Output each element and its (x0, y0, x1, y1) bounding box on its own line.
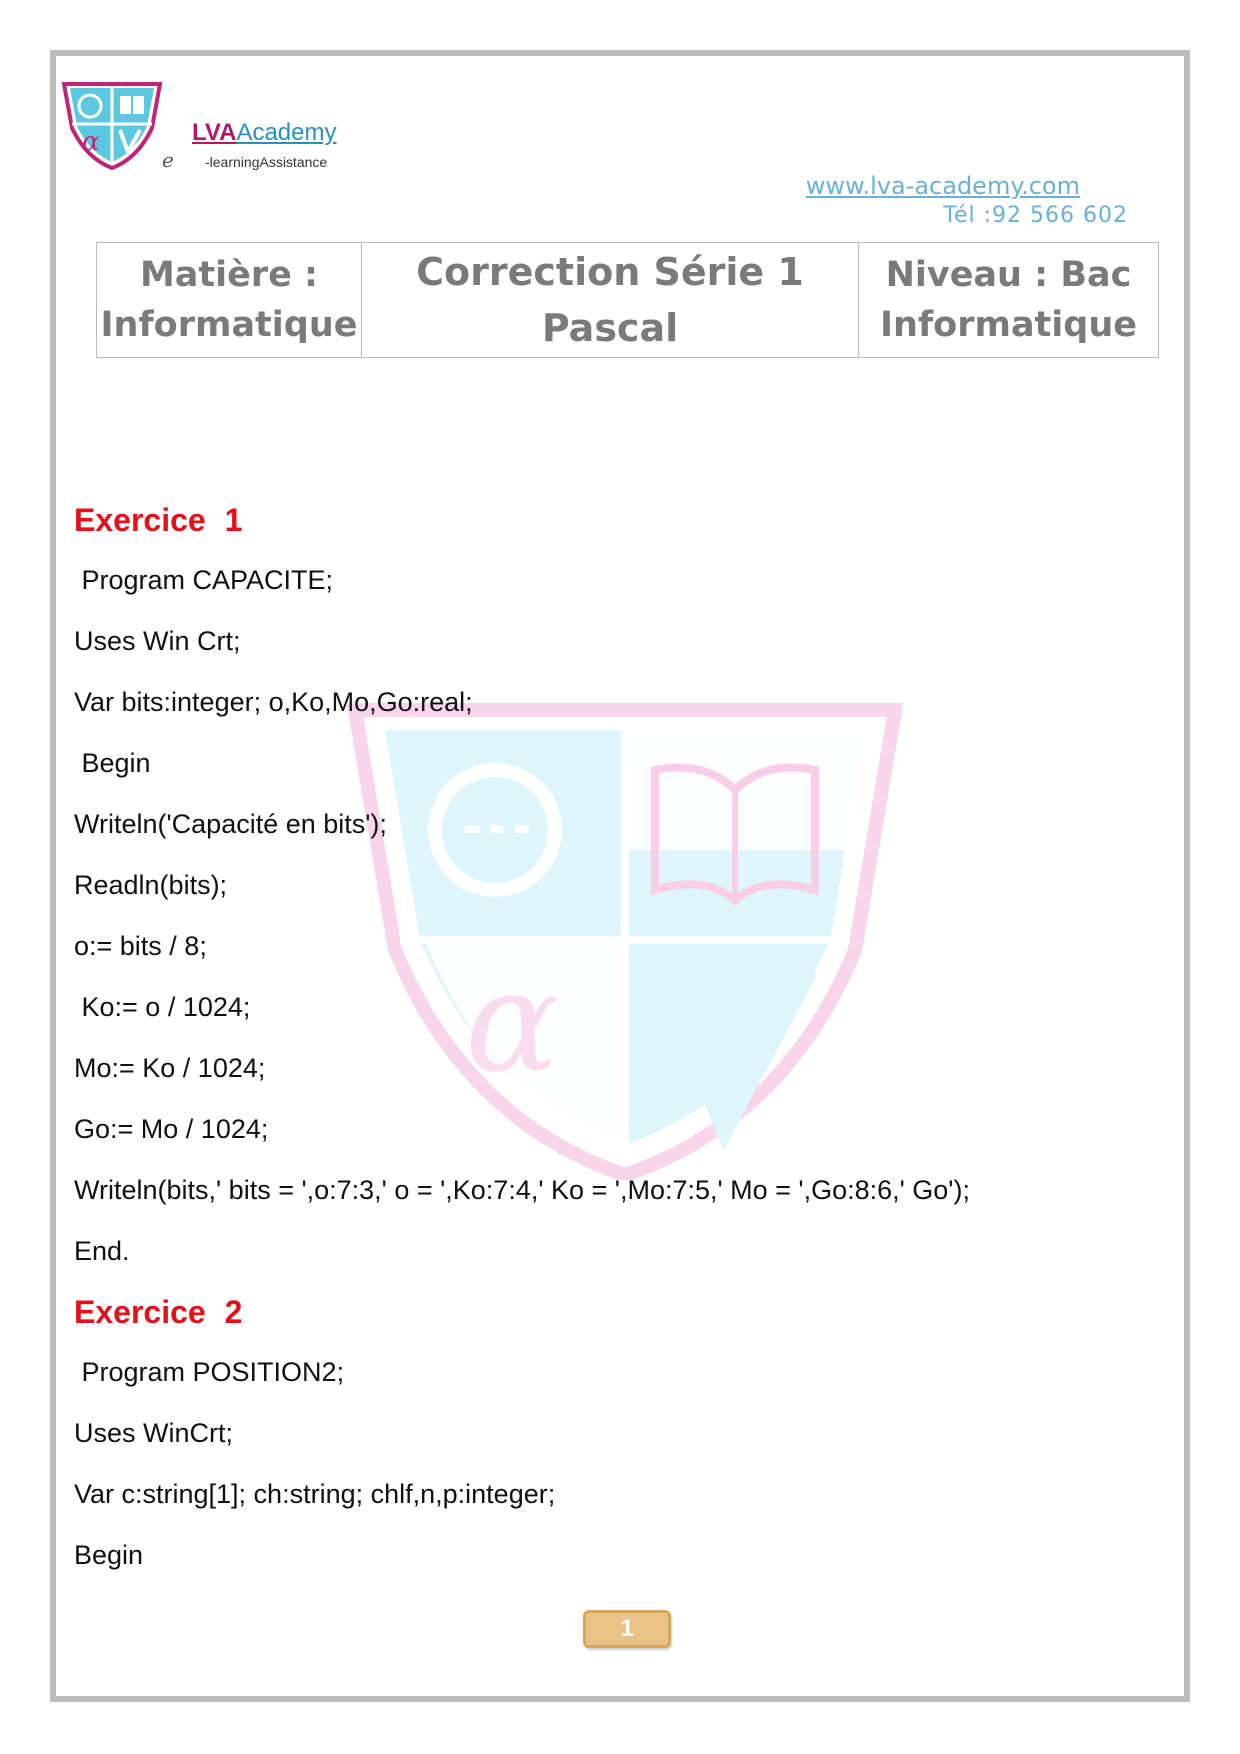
level-label: Niveau : Bac (885, 255, 1132, 295)
subject-cell (97, 243, 362, 358)
exercise-title: Exercice 2 (74, 1294, 243, 1330)
level-value: Informatique (880, 305, 1137, 345)
document-subtitle: Pascal (541, 306, 679, 350)
code-line: Var c:string[1]; ch:string; chlf,n,p:integer; (74, 1479, 556, 1509)
subject-label: Matière : (139, 255, 319, 295)
brand-lva: LVA (192, 119, 237, 146)
brand-academy: Academy (236, 119, 337, 146)
document-title: Correction Série 1 (416, 250, 804, 294)
svg-text:α: α (465, 941, 560, 1104)
title-cell (362, 243, 859, 358)
code-line: Writeln('Capacité en bits'); (74, 809, 387, 839)
code-line: Go:= Mo / 1024; (74, 1114, 269, 1144)
code-line: Ko:= o / 1024; (74, 992, 251, 1022)
website-link[interactable]: www.lva-academy.com (805, 172, 1080, 200)
code-line: End. (74, 1236, 130, 1266)
code-line: Writeln(bits,' bits = ',o:7:3,' o = ',Ko:7:4,' Ko = ',Mo:7:5,' Mo = ',Go:8:6,' Go'); (74, 1175, 970, 1205)
code-line: o:= bits / 8; (74, 931, 207, 961)
code-line: Readln(bits); (74, 870, 228, 900)
document-body (74, 490, 1154, 1586)
code-line: Program CAPACITE; (74, 565, 334, 595)
code-line: Program POSITION2; (74, 1357, 345, 1387)
svg-text:α: α (82, 127, 100, 157)
brand-e: e (162, 148, 174, 172)
info-table (96, 242, 1159, 358)
code-line: Begin (74, 748, 151, 778)
lva-logo (58, 78, 166, 170)
code-line: Begin (74, 1540, 144, 1570)
code-line: Var bits:integer; o,Ko,Mo,Go:real; (74, 687, 473, 717)
phone-number: Tél :92 566 602 (943, 203, 1128, 228)
brand-tagline: -learningAssistance (205, 154, 328, 170)
code-line: Uses Win Crt; (74, 626, 241, 656)
exercise-title: Exercice 1 (74, 502, 243, 538)
brand-name (192, 118, 336, 148)
page-number-badge: 1 (583, 1610, 671, 1648)
code-line: Uses WinCrt; (74, 1418, 234, 1448)
code-line: Mo:= Ko / 1024; (74, 1053, 266, 1083)
level-cell (859, 243, 1159, 358)
subject-value: Informatique (100, 305, 358, 345)
